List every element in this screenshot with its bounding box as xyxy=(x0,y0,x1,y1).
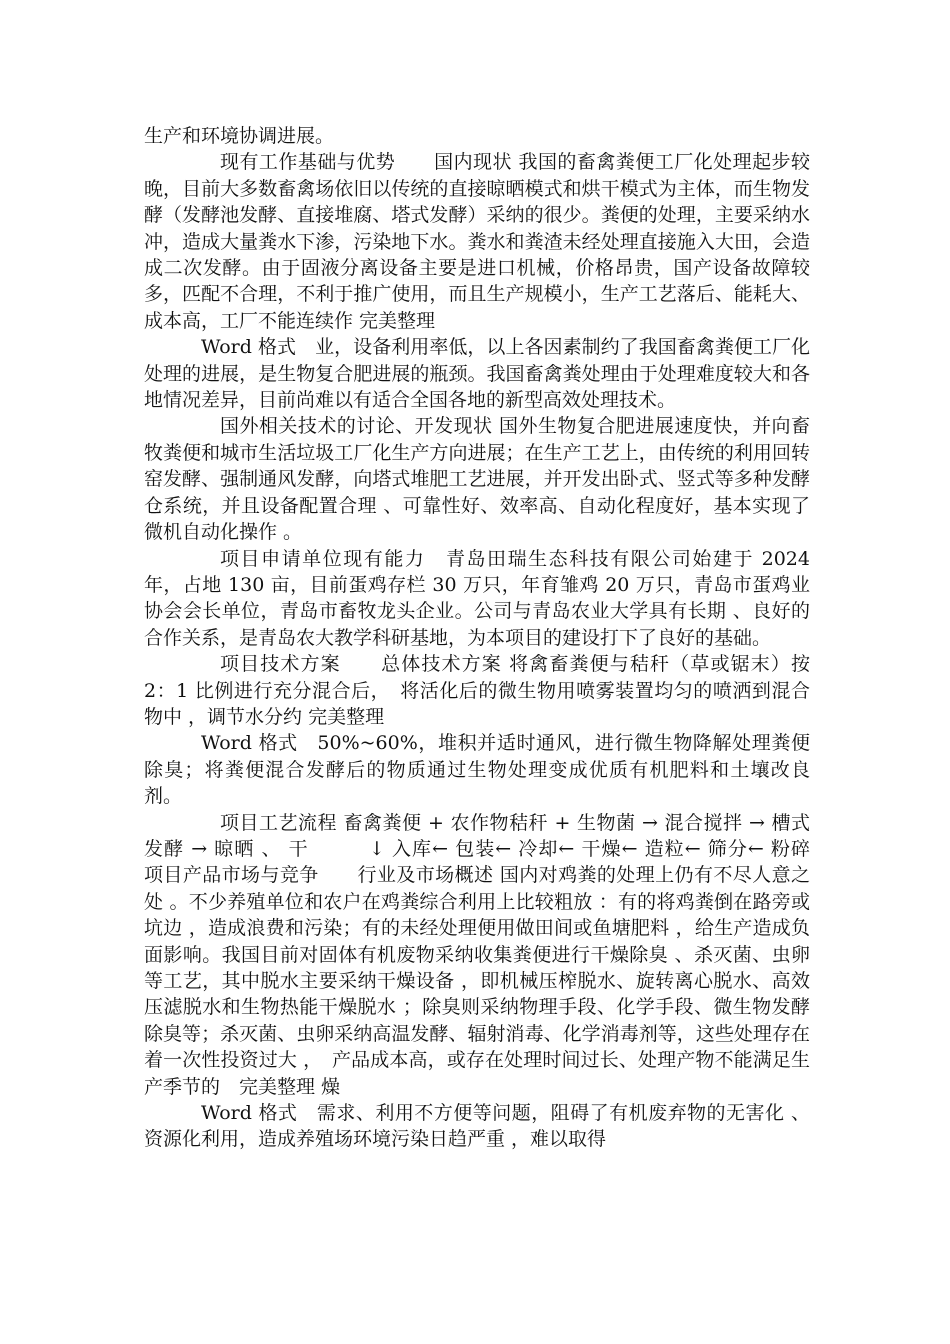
paragraph-6: 项目技术方案 总体技术方案 将禽畜粪便与秸秆（草或锯末）按 2：1 比例进行充分混合后， 将活化后的微生物用喷雾装置均匀的喷洒到混合物中 ，调节水分约 完美整理 xyxy=(144,653,810,728)
paragraph-7: Word 格式 50%~60%，堆积并适时通风，进行微生物降解处理粪便除臭；将粪便混合发酵后的物质通过生物处理变成优质有机肥料和土壤改良 剂。 xyxy=(144,732,810,808)
paragraph-8: 项目工艺流程 畜禽粪便 + 农作物秸秆 + 生物菌 → 混合搅拌 → 槽式发酵 → 晾晒 、 干 ↓ 入库← 包装← 冷却← 干燥← 造粒← 筛分← 粉碎 项目产品市场与竞争 行业及市场概述 国内对鸡粪的处理上仍有不尽人意之处 。不少养殖单位和农户在鸡粪综合利用上比较粗放 ：有的将鸡粪倒在路旁或坑边 ，造成浪费和污染；有的未经处理便用做田间或鱼塘肥料 ，给生产造成负面影响。我国目前对固体有机废物采纳收集粪便进行干燥除臭 、杀灭菌、虫卵等工艺，其中脱水主要采纳干燥设备 ，即机械压榨脱水、旋转离心脱水、高效压滤脱水和生物热能干燥脱水 ；除臭则采纳物理手段、化学手段、微生物发酵除臭等；杀灭菌、虫卵采纳高温发酵、辐射消毒、化学消毒剂等，这些处理存在着一次性投资过大 ， 产品成本高，或存在处理时间过长、处理产物不能满足生产季节的 完美整理 燥 xyxy=(144,811,836,1098)
paragraph-1: 生产和环境协调进展。 xyxy=(144,125,335,147)
paragraph-4: 国外相关技术的讨论、开发现状 国外生物复合肥进展速度快，并向畜牧粪便和城市生活垃圾工厂化生产方向进展；在生产工艺上，由传统的利用回转窑发酵、强制通风发酵，向塔式堆肥工艺进展，并开发出卧式、竖式等多种发酵仓系统，并且设备配置合理 、可靠性好、效率高、自动化程度好，基本实现了微机自动化操作 。 xyxy=(144,415,810,544)
paragraph-9: Word 格式 需求、利用不方便等问题，阻碍了有机废弃物的无害化 、资源化利用，造成养殖场环境污染日趋严重 ，难以取得 xyxy=(144,1102,810,1151)
document-page xyxy=(144,123,836,1153)
paragraph-3: Word 格式 业，设备利用率低，以上各因素制约了我国畜禽粪便工厂化处理的进展，是生物复合肥进展的瓶颈。我国畜禽粪处理由于处理难度较大和各地情况差异，目前尚难以有适合全国各地的新型高效处理技术。 xyxy=(144,336,810,412)
paragraph-2: 现有工作基础与优势 国内现状 我国的畜禽粪便工厂化处理起步较晚，目前大多数畜禽场依旧以传统的直接晾晒模式和烘干模式为主体，而生物发酵（发酵池发酵、直接堆腐、塔式发酵）采纳的很少。粪便的处理，主要采纳水冲，造成大量粪水下渗，污染地下水。粪水和粪渣未经处理直接施入大田，会造成二次发酵。由于固液分离设备主要是进口机械，价格昂贵，国产设备故障较多，匹配不合理，不利于推广使用，而且生产规模小，生产工艺落后、能耗大、成本高，工厂不能连续作 完美整理 xyxy=(144,151,810,332)
paragraph-5: 项目申请单位现有能力 青岛田瑞生态科技有限公司始建于 2024 年，占地 130 亩，目前蛋鸡存栏 30 万只，年育雏鸡 20 万只，青岛市蛋鸡业协会会长单位，青岛市畜牧龙头企业。公司与青岛农业大学具有长期 、良好的合作关系，是青岛农大教学科研基地，为本项目的建设打下了良好的基础。 xyxy=(144,547,810,649)
